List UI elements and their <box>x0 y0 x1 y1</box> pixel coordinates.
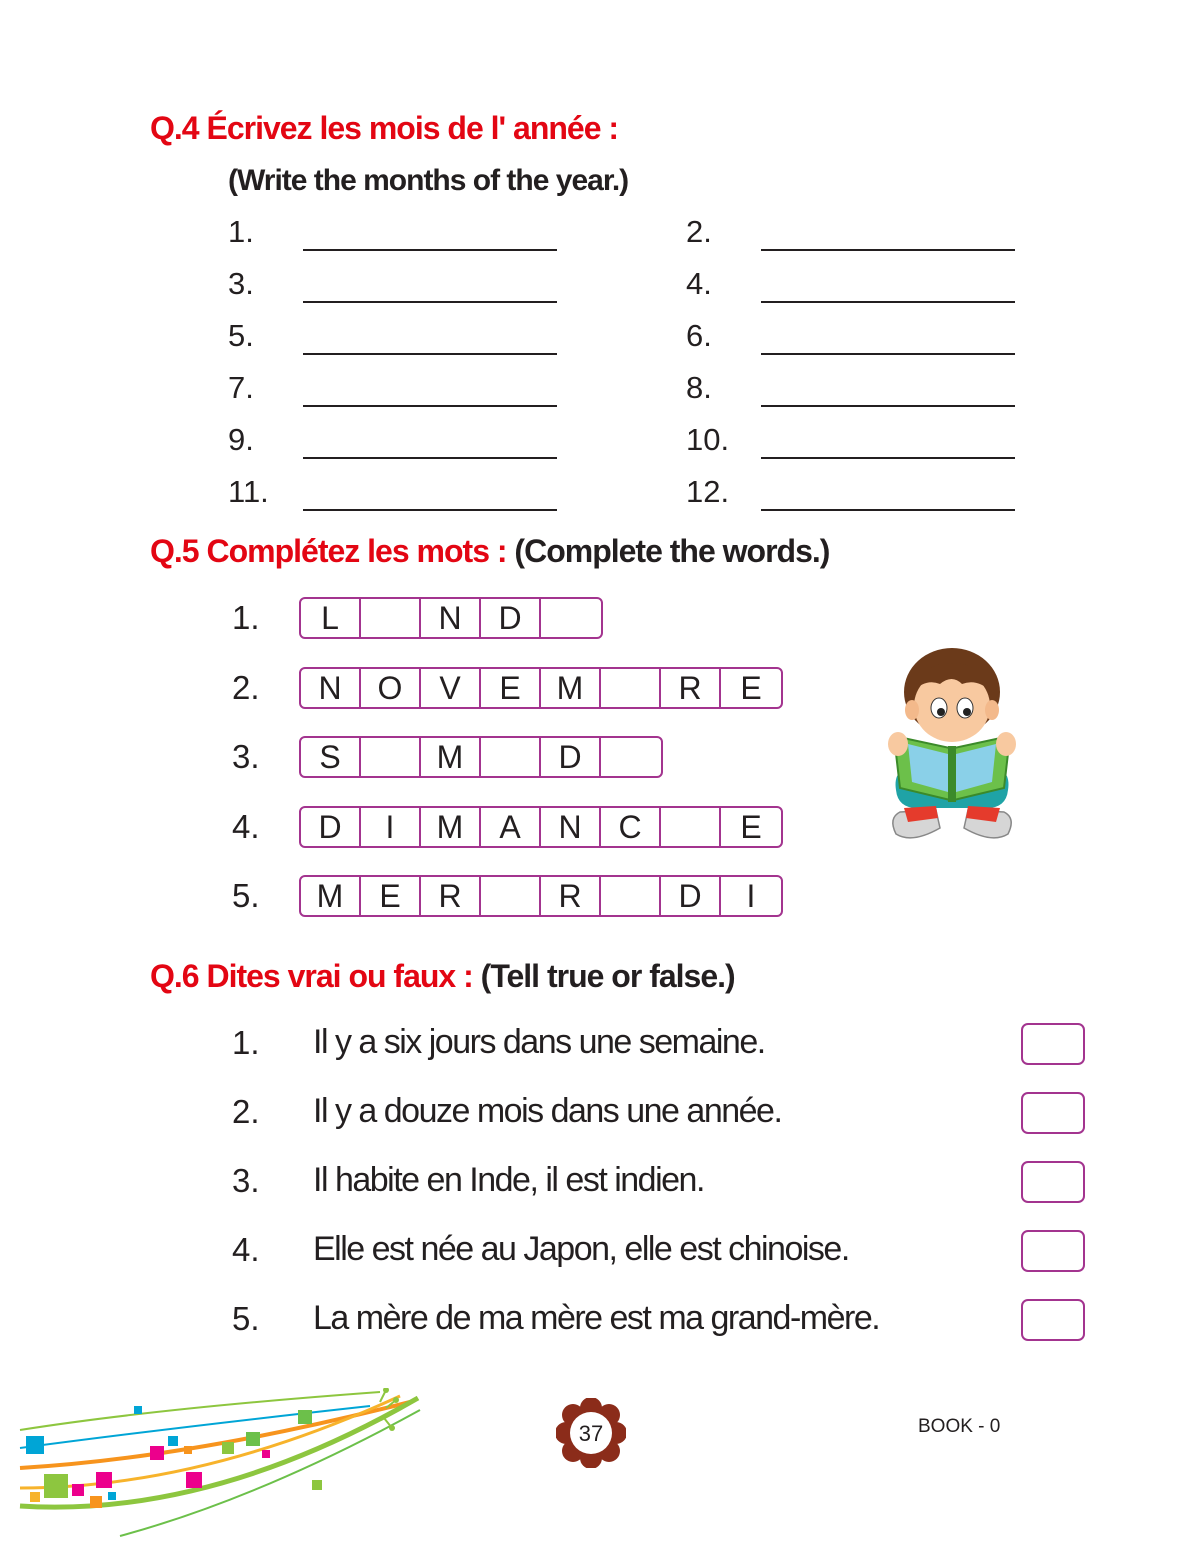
letter-boxes <box>299 875 783 917</box>
q4-title: Q.4 Écrivez les mois de l' année : <box>150 110 619 146</box>
letter-blank-cell[interactable] <box>541 599 601 637</box>
month-answer-blank[interactable] <box>761 249 1015 251</box>
letter-boxes <box>299 597 603 639</box>
letter-cell: D <box>541 738 601 776</box>
month-answer-blank[interactable] <box>303 405 557 407</box>
letter-cell: N <box>541 808 601 846</box>
month-number: 3. <box>228 266 254 301</box>
statement-number: 5. <box>232 1300 260 1337</box>
letter-cell: D <box>481 599 541 637</box>
letter-cell: N <box>301 669 361 707</box>
letter-cell: V <box>421 669 481 707</box>
word-number: 3. <box>232 738 260 775</box>
month-answer-blank[interactable] <box>303 353 557 355</box>
month-number: 6. <box>686 318 712 353</box>
q4-subtitle: (Write the months of the year.) <box>228 164 629 197</box>
letter-cell: D <box>301 808 361 846</box>
q5-title-en: (Complete the words.) <box>514 533 830 569</box>
letter-cell: M <box>541 669 601 707</box>
letter-cell: E <box>740 669 762 706</box>
word-number: 4. <box>232 808 260 845</box>
month-number: 9. <box>228 422 254 457</box>
letter-cell: I <box>746 877 756 914</box>
q6-title-fr: Q.6 Dites vrai ou faux : <box>150 958 473 994</box>
letter-cell: E <box>740 808 762 845</box>
statement-text: La mère de ma mère est ma grand-mère. <box>313 1299 880 1337</box>
letter-cell: E <box>481 669 541 707</box>
month-number: 11. <box>228 474 269 509</box>
letter-cell: L <box>301 599 361 637</box>
letter-cell: A <box>481 808 541 846</box>
q5-title <box>150 533 829 570</box>
letter-blank-cell[interactable] <box>481 738 541 776</box>
statement-number: 3. <box>232 1162 260 1199</box>
month-number: 1. <box>228 214 254 249</box>
true-false-answer-box[interactable] <box>1021 1299 1085 1341</box>
letter-cell: S <box>301 738 361 776</box>
statement-text: Il y a douze mois dans une année. <box>313 1092 782 1130</box>
letter-cell: R <box>421 877 481 915</box>
boy-reading-book-icon <box>882 640 1022 850</box>
letter-cell: M <box>421 738 481 776</box>
letter-cell: E <box>361 877 421 915</box>
true-false-answer-box[interactable] <box>1021 1023 1085 1065</box>
letter-boxes <box>299 806 783 848</box>
month-answer-blank[interactable] <box>303 509 557 511</box>
statement-number: 1. <box>232 1024 260 1061</box>
month-answer-blank[interactable] <box>761 509 1015 511</box>
letter-cell: M <box>301 877 361 915</box>
month-answer-blank[interactable] <box>303 249 557 251</box>
letter-cell: R <box>541 877 601 915</box>
true-false-answer-box[interactable] <box>1021 1092 1085 1134</box>
month-number: 10. <box>686 422 730 457</box>
letter-cell: C <box>601 808 661 846</box>
true-false-answer-box[interactable] <box>1021 1230 1085 1272</box>
letter-boxes <box>299 736 663 778</box>
q6-title <box>150 958 735 995</box>
letter-cell: N <box>421 599 481 637</box>
letter-blank-cell[interactable] <box>481 877 541 915</box>
statement-number: 2. <box>232 1093 260 1130</box>
month-answer-blank[interactable] <box>761 457 1015 459</box>
true-false-answer-box[interactable] <box>1021 1161 1085 1203</box>
letter-blank-cell[interactable] <box>361 738 421 776</box>
q5-title-fr: Q.5 Complétez les mots : <box>150 533 507 569</box>
letter-blank-cell[interactable] <box>601 877 661 915</box>
month-answer-blank[interactable] <box>761 301 1015 303</box>
letter-cell: O <box>361 669 421 707</box>
month-answer-blank[interactable] <box>761 405 1015 407</box>
statement-text: Elle est née au Japon, elle est chinoise. <box>313 1230 849 1268</box>
letter-blank-cell[interactable] <box>601 738 661 776</box>
letter-cell: M <box>421 808 481 846</box>
page-number: 37 <box>578 1421 604 1446</box>
book-label: BOOK - 0 <box>918 1416 1001 1437</box>
q6-title-en: (Tell true or false.) <box>480 958 735 994</box>
statement-number: 4. <box>232 1231 260 1268</box>
word-number: 1. <box>232 599 260 636</box>
letter-blank-cell[interactable] <box>661 808 721 846</box>
letter-cell: I <box>361 808 421 846</box>
month-answer-blank[interactable] <box>303 301 557 303</box>
statement-text: Il y a six jours dans une semaine. <box>313 1023 765 1061</box>
decorative-swoosh-icon <box>0 1388 430 1548</box>
month-number: 8. <box>686 370 712 405</box>
letter-blank-cell[interactable] <box>601 669 661 707</box>
letter-cell: D <box>661 877 721 915</box>
word-number: 2. <box>232 669 260 706</box>
month-number: 4. <box>686 266 712 301</box>
word-number: 5. <box>232 877 260 914</box>
month-number: 12. <box>686 474 730 509</box>
letter-cell: R <box>661 669 721 707</box>
letter-boxes <box>299 667 783 709</box>
month-number: 7. <box>228 370 254 405</box>
month-number: 2. <box>686 214 712 249</box>
month-answer-blank[interactable] <box>303 457 557 459</box>
month-number: 5. <box>228 318 254 353</box>
month-answer-blank[interactable] <box>761 353 1015 355</box>
statement-text: Il habite en Inde, il est indien. <box>313 1161 704 1199</box>
letter-blank-cell[interactable] <box>361 599 421 637</box>
